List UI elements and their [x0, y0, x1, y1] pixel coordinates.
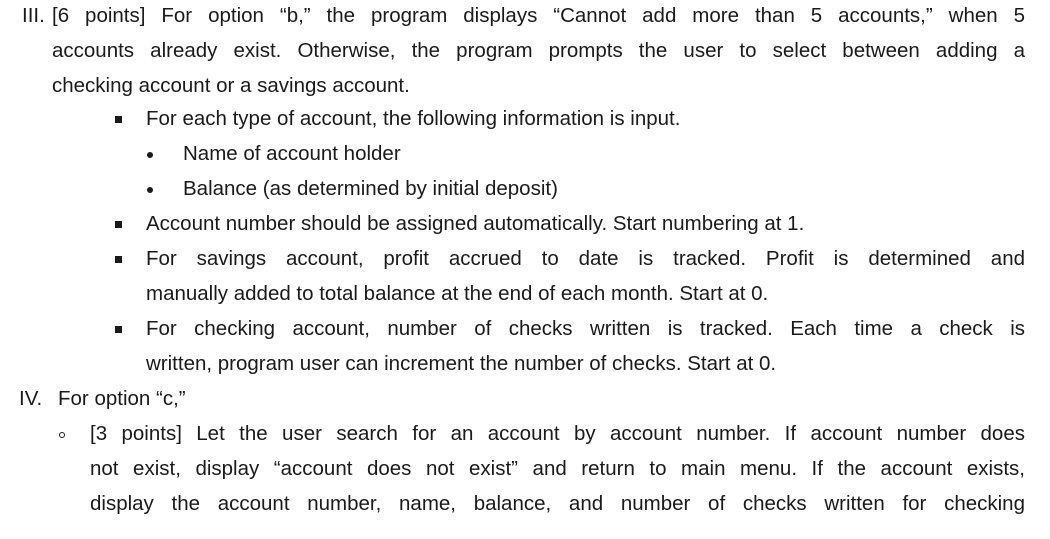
bullet-account-number: [146, 206, 804, 241]
square-bullet-icon: [115, 101, 122, 136]
bullet-checking-line-1: For checking account, number of checks written is tracked. Each time a check is: [146, 317, 1025, 340]
sub-bullet-search-line-1: [3 points] Let the user search for an account by account number. If account number does: [90, 422, 1025, 445]
item-iv-marker: IV.: [19, 387, 43, 410]
bullet-checking: [146, 311, 1025, 381]
item-iii-line-2: accounts already exist. Otherwise, the program prompts the user to select between adding a: [52, 39, 1025, 62]
bullet-savings: [146, 241, 1025, 311]
bullet-savings-line-1: For savings account, profit accrued to date is tracked. Profit is determined and: [146, 247, 1025, 270]
item-iii-marker: III.: [22, 4, 45, 27]
item-iii-text: [52, 0, 1025, 103]
bullet-checking-line-2: written, program user can increment the number of checks. Start at 0.: [146, 352, 777, 375]
item-iii-line-3: checking account or a savings account.: [52, 74, 410, 97]
sub-bullet-search: [90, 416, 1025, 521]
sub-bullet-name-text: Name of account holder: [183, 142, 401, 165]
sub-bullet-balance-text: Balance (as determined by initial deposit): [183, 177, 558, 200]
item-iii-line-1: [6 points] For option “b,” the program displays “Cannot add more than 5 accounts,” when 5: [52, 4, 1025, 27]
sub-bullet-name: [183, 136, 401, 171]
item-iv-text: [58, 381, 186, 416]
bullet-savings-line-2: manually added to total balance at the end of each month. Start at 0.: [146, 282, 769, 305]
dot-bullet-icon: [147, 136, 153, 171]
item-iv-heading: For option “c,”: [58, 387, 186, 410]
square-bullet-icon: [115, 311, 122, 346]
bullet-account-number-text: Account number should be assigned automatically. Start numbering at 1.: [146, 212, 805, 235]
hollow-circle-bullet-icon: [59, 416, 65, 451]
sub-bullet-search-line-2: not exist, display “account does not exist” and return to main menu. If the account exists,: [90, 457, 1025, 480]
square-bullet-icon: [115, 206, 122, 241]
square-bullet-icon: [115, 241, 122, 276]
bullet-input-info-text: For each type of account, the following information is input.: [146, 107, 681, 130]
dot-bullet-icon: [147, 171, 153, 206]
sub-bullet-search-line-3: display the account number, name, balance, and number of checks written for checking: [90, 492, 1025, 515]
sub-bullet-balance: [183, 171, 558, 206]
bullet-input-info: [146, 101, 680, 136]
